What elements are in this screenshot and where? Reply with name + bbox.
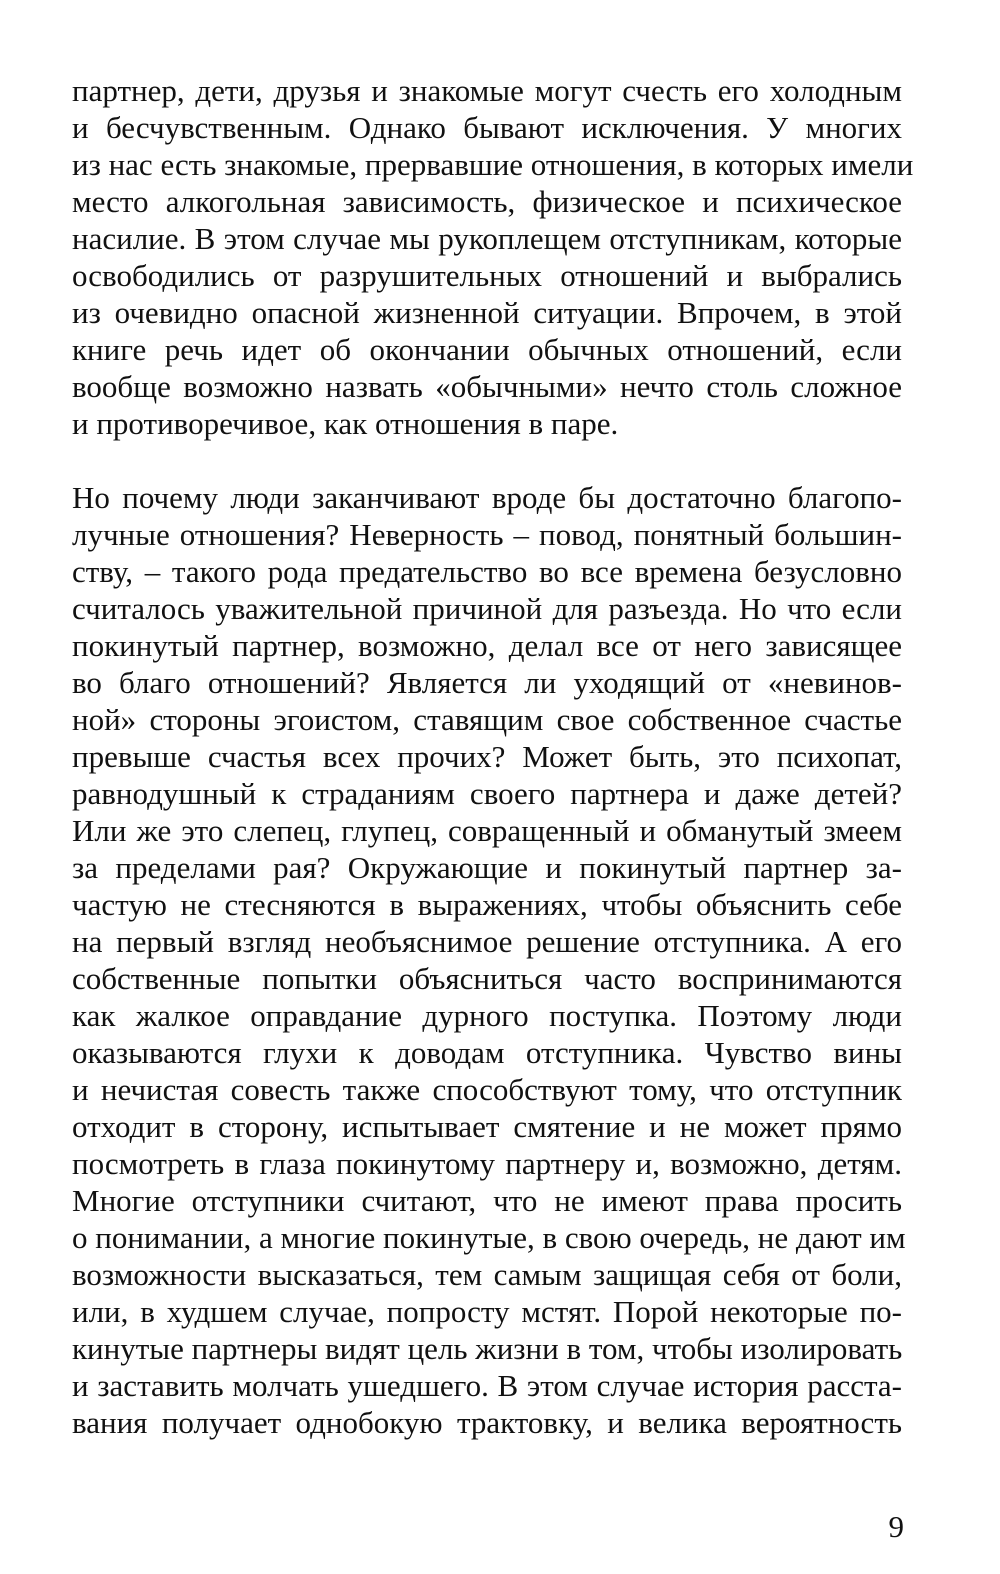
text-line: за пределами рая? Окружающие и покинутый партнер за- xyxy=(72,850,902,885)
text-line: кинутые партнеры видят цель жизни в том, чтобы изолировать xyxy=(72,1331,903,1366)
text-line: о понимании, а многие покинутые, в свою очередь, не дают им xyxy=(72,1220,906,1255)
text-line: ству, – такого рода предательство во все времена безусловно xyxy=(72,554,902,589)
text-line: считалось уважительной причиной для разъезда. Но что если xyxy=(72,591,902,626)
text-line: частую не стесняются в выражениях, чтобы объяснить себе xyxy=(72,887,902,922)
page-body xyxy=(72,72,914,1441)
text-line: посмотреть в глаза покинутому партнеру и, возможно, детям. xyxy=(72,1146,902,1181)
text-line: лучные отношения? Неверность – повод, понятный большин- xyxy=(72,517,902,552)
text-line: и бесчувственным. Однако бывают исключения. У многих xyxy=(72,110,902,145)
paragraph-2 xyxy=(72,479,906,1441)
text-line: покинутый партнер, возможно, делал все от него зависящее xyxy=(72,628,902,663)
text-line: отходит в сторону, испытывает смятение и не может прямо xyxy=(72,1109,902,1144)
text-line: из нас есть знакомые, прервавшие отношения, в которых имели xyxy=(72,147,914,182)
text-line: Многие отступники считают, что не имеют права просить xyxy=(72,1183,902,1218)
page-number: 9 xyxy=(888,1509,904,1544)
text-line: и нечистая совесть также способствуют тому, что отступник xyxy=(72,1072,902,1107)
text-line: освободились от разрушительных отношений и выбрались xyxy=(72,258,902,293)
text-line: ной» стороны эгоистом, ставящим свое собственное счастье xyxy=(72,702,902,737)
text-line: Но почему люди заканчивают вроде бы достаточно благопо- xyxy=(72,480,902,515)
text-line: насилие. В этом случае мы рукоплещем отступникам, которые xyxy=(72,221,902,256)
text-line: вания получает однобокую трактовку, и велика вероятность xyxy=(72,1405,902,1440)
text-line: вообще возможно назвать «обычными» нечто столь сложное xyxy=(72,369,902,404)
text-line: как жалкое оправдание дурного поступка. Поэтому люди xyxy=(72,998,902,1033)
text-line: и противоречивое, как отношения в паре. xyxy=(72,406,619,441)
text-line: собственные попытки объясниться часто воспринимаются xyxy=(72,961,902,996)
text-line: книге речь идет об окончании обычных отношений, если xyxy=(72,332,902,367)
text-line: на первый взгляд необъяснимое решение отступника. А его xyxy=(72,924,902,959)
text-line: Или же это слепец, глупец, совращенный и обманутый змеем xyxy=(72,813,902,848)
text-line: оказываются глухи к доводам отступника. Чувство вины xyxy=(72,1035,902,1070)
text-line: или, в худшем случае, попросту мстят. Порой некоторые по- xyxy=(72,1294,902,1329)
text-line: место алкогольная зависимость, физическое и психическое xyxy=(72,184,902,219)
text-line: равнодушный к страданиям своего партнера и даже детей? xyxy=(72,776,902,811)
text-line: партнер, дети, друзья и знакомые могут счесть его холодным xyxy=(72,73,902,108)
text-line: во благо отношений? Является ли уходящий от «невинов- xyxy=(72,665,902,700)
text-line: возможности высказаться, тем самым защищая себя от боли, xyxy=(72,1257,902,1292)
text-line: и заставить молчать ушедшего. В этом случае история расста- xyxy=(72,1368,902,1403)
text-line: превыше счастья всех прочих? Может быть, это психопат, xyxy=(72,739,902,774)
paragraph-1 xyxy=(72,72,914,442)
text-line: из очевидно опасной жизненной ситуации. Впрочем, в этой xyxy=(72,295,902,330)
